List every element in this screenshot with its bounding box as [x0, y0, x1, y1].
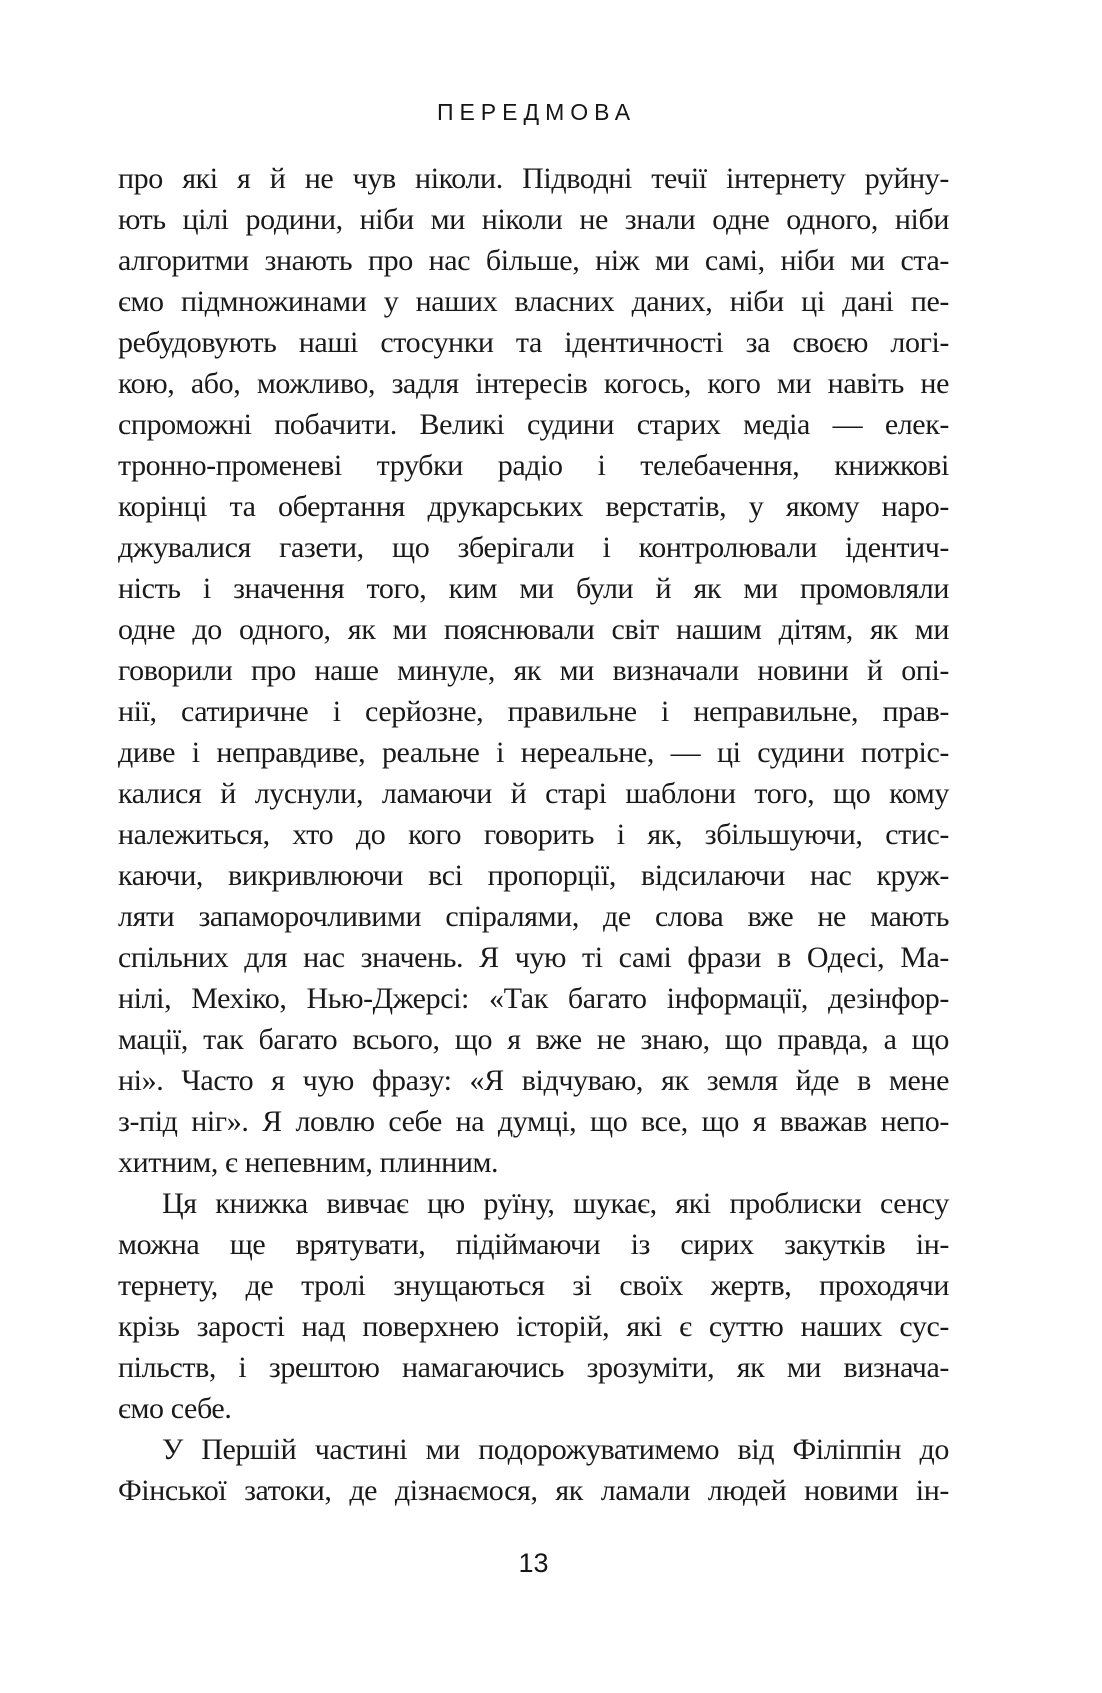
text-line: спроможні побачити. Великі судини старих медіа — елек-	[118, 408, 949, 441]
text-line: говорили про наше минуле, як ми визначали новини й опі-	[118, 654, 949, 687]
text-line: ність і значення того, ким ми були й як ми промовляли	[118, 572, 949, 605]
text-line: Ця книжка вивчає цю руїну, шукає, які проблиски сенсу	[162, 1187, 949, 1220]
text-line: одне до одного, як ми пояснювали світ нашим дітям, як ми	[118, 613, 949, 646]
text-line: ні». Часто я чую фразу: «Я відчуваю, як земля йде в мене	[118, 1064, 949, 1097]
text-line: про які я й не чув ніколи. Підводні течії інтернету руйну-	[118, 162, 949, 195]
text-line: нії, сатиричне і серйозне, правильне і неправильне, прав-	[118, 695, 949, 728]
text-line: пільств, і зрештою намагаючись зрозуміти, як ми визнача-	[118, 1351, 949, 1384]
text-line: хитним, є непевним, плинним.	[118, 1146, 499, 1179]
text-line: алгоритми знають про нас більше, ніж ми самі, ніби ми ста-	[118, 244, 949, 277]
text-line: калися й луснули, ламаючи й старі шаблони того, що кому	[118, 777, 949, 810]
text-line: мації, так багато всього, що я вже не знаю, що правда, а що	[118, 1023, 949, 1056]
text-line: Фінської затоки, де дізнаємося, як ламали людей новими ін-	[118, 1474, 949, 1507]
text-line: ють цілі родини, ніби ми ніколи не знали одне одного, ніби	[118, 203, 949, 236]
text-line: нілі, Мехіко, Нью-Джерсі: «Так багато інформації, дезінфор-	[118, 982, 949, 1015]
text-line: кою, або, можливо, задля інтересів когось, кого ми навіть не	[118, 367, 949, 400]
page-number: 13	[518, 1548, 549, 1578]
text-line: крізь зарості над поверхнею історій, які є суттю наших сус-	[118, 1310, 949, 1343]
body-text	[118, 158, 949, 1511]
text-line: ребудовують наші стосунки та ідентичності за своєю логі-	[118, 326, 949, 359]
text-line: тронно-променеві трубки радіо і телебачення, книжкові	[118, 449, 949, 482]
text-line: У Першій частині ми подорожуватимемо від Філіппін до	[162, 1433, 949, 1466]
text-line: ємо себе.	[118, 1392, 232, 1425]
text-line: належиться, хто до кого говорить і як, збільшуючи, стис-	[118, 818, 949, 851]
text-line: тернету, де тролі знущаються зі своїх жертв, проходячи	[118, 1269, 949, 1302]
text-line: ємо підмножинами у наших власних даних, ніби ці дані пе-	[118, 285, 949, 318]
text-line: можна ще врятувати, підіймаючи із сирих закутків ін-	[118, 1228, 949, 1261]
text-line: ляти запаморочливими спіралями, де слова вже не мають	[118, 900, 949, 933]
text-line: диве і неправдиве, реальне і нереальне, — ці судини потріс-	[118, 736, 949, 769]
text-line: з-під ніг». Я ловлю себе на думці, що все, що я вважав непо-	[118, 1105, 949, 1138]
text-line: джувалися газети, що зберігали і контролювали ідентич-	[118, 531, 949, 564]
text-line: спільних для нас значень. Я чую ті самі фрази в Одесі, Ма-	[118, 941, 949, 974]
text-line: каючи, викривлюючи всі пропорції, відсилаючи нас круж-	[118, 859, 949, 892]
text-line: корінці та обертання друкарських верстатів, у якому наро-	[118, 490, 949, 523]
chapter-header: ПЕРЕДМОВА	[436, 99, 637, 125]
